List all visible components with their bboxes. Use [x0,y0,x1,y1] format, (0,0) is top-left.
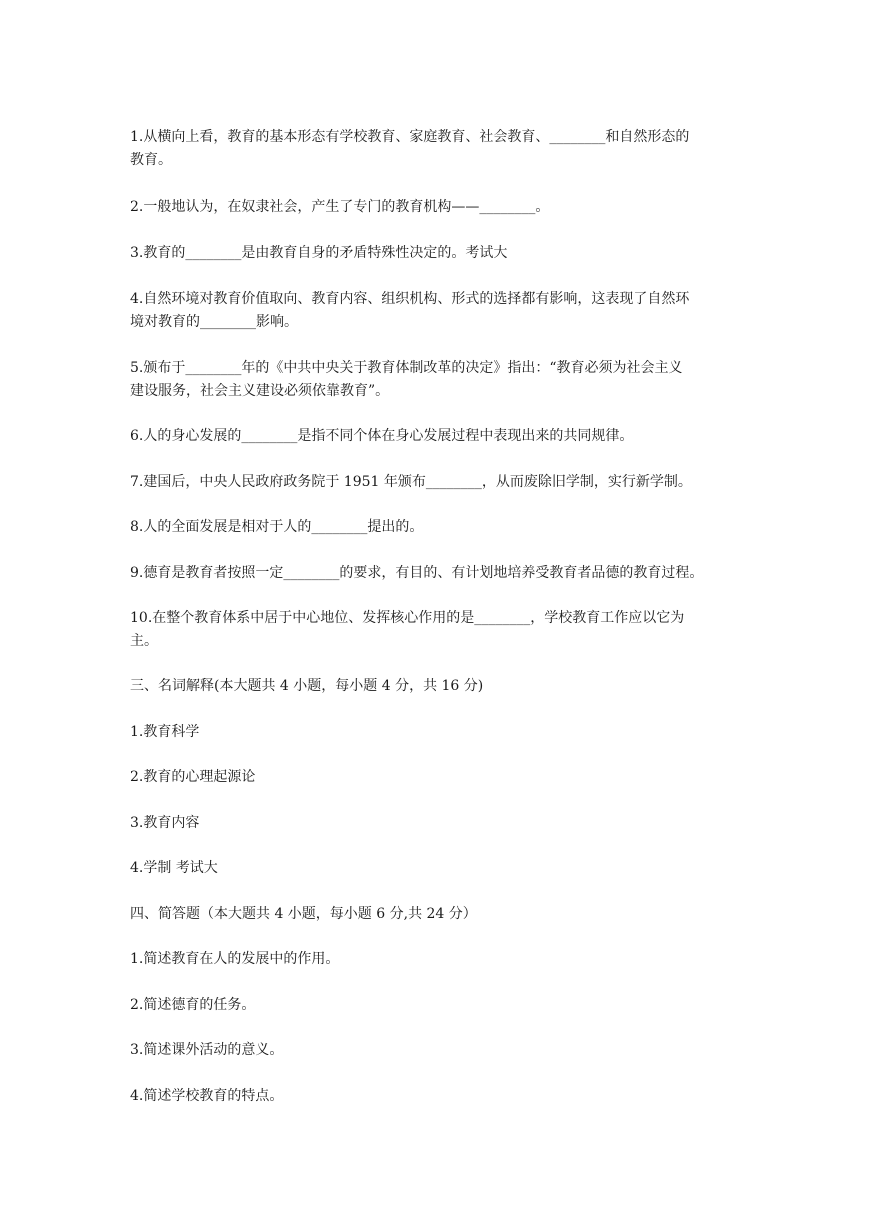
term-text: 4.学制 考试大 [130,860,218,876]
section-heading: 四、简答题（本大题共 4 小题，每小题 6 分,共 24 分） [130,906,477,922]
question-10 [130,607,684,653]
short-answer-item [130,948,339,971]
term-text: 2.教育的心理起源论 [130,769,256,785]
question-4 [130,288,689,334]
term-item [130,766,255,789]
question-6 [130,425,633,448]
short-answer-text: 3.简述课外活动的意义。 [130,1042,284,1058]
question-5 [130,357,683,403]
short-answer-item [130,1039,283,1062]
question-7 [130,471,692,494]
short-answer-text: 1.简述教育在人的发展中的作用。 [130,951,340,967]
question-text: 5.颁布于________年的《中共中央关于教育体制改革的决定》指出：“教育必须为社会主义 [130,360,683,376]
section-heading: 三、名词解释(本大题共 4 小题，每小题 4 分，共 16 分) [130,678,484,694]
question-text-cont: 建设服务，社会主义建设必须依靠教育”。 [130,383,390,399]
question-text: 9.德育是教育者按照一定________的要求，有目的、有计划地培养受教育者品德的教育过程。 [130,565,704,581]
question-text-cont: 教育。 [130,152,172,168]
question-text: 7.建国后，中央人民政府政务院于 1951 年颁布________，从而废除旧学制，实行新学制。 [130,474,692,490]
question-text: 2.一般地认为，在奴隶社会，产生了专门的教育机构——________。 [130,199,550,215]
question-1 [130,126,689,172]
question-text-cont: 主。 [130,633,158,649]
question-text: 6.人的身心发展的________是指不同个体在身心发展过程中表现出来的共同规律。 [130,428,634,444]
question-text-cont: 境对教育的________影响。 [130,314,298,330]
term-item [130,857,218,880]
question-text: 1.从横向上看，教育的基本形态有学校教育、家庭教育、社会教育、________和自然形态的 [130,129,690,145]
question-text: 4.自然环境对教育价值取向、教育内容、组织机构、形式的选择都有影响，这表现了自然环 [130,291,690,307]
term-item [130,721,199,744]
question-9 [130,562,703,585]
term-item [130,812,199,835]
question-text: 3.教育的________是由教育自身的矛盾特殊性决定的。考试大 [130,245,508,261]
short-answer-text: 2.简述德育的任务。 [130,997,256,1013]
question-2 [130,196,549,219]
short-answer-item [130,994,255,1017]
question-text: 10.在整个教育体系中居于中心地位、发挥核心作用的是________，学校教育工作应以它为 [130,610,685,626]
question-text: 8.人的全面发展是相对于人的________提出的。 [130,519,424,535]
short-answer-item [130,1085,283,1108]
term-text: 3.教育内容 [130,815,200,831]
question-8 [130,516,423,539]
term-text: 1.教育科学 [130,724,200,740]
section-4-heading [130,903,477,926]
short-answer-text: 4.简述学校教育的特点。 [130,1088,284,1104]
section-3-heading [130,675,483,698]
question-3 [130,242,507,265]
